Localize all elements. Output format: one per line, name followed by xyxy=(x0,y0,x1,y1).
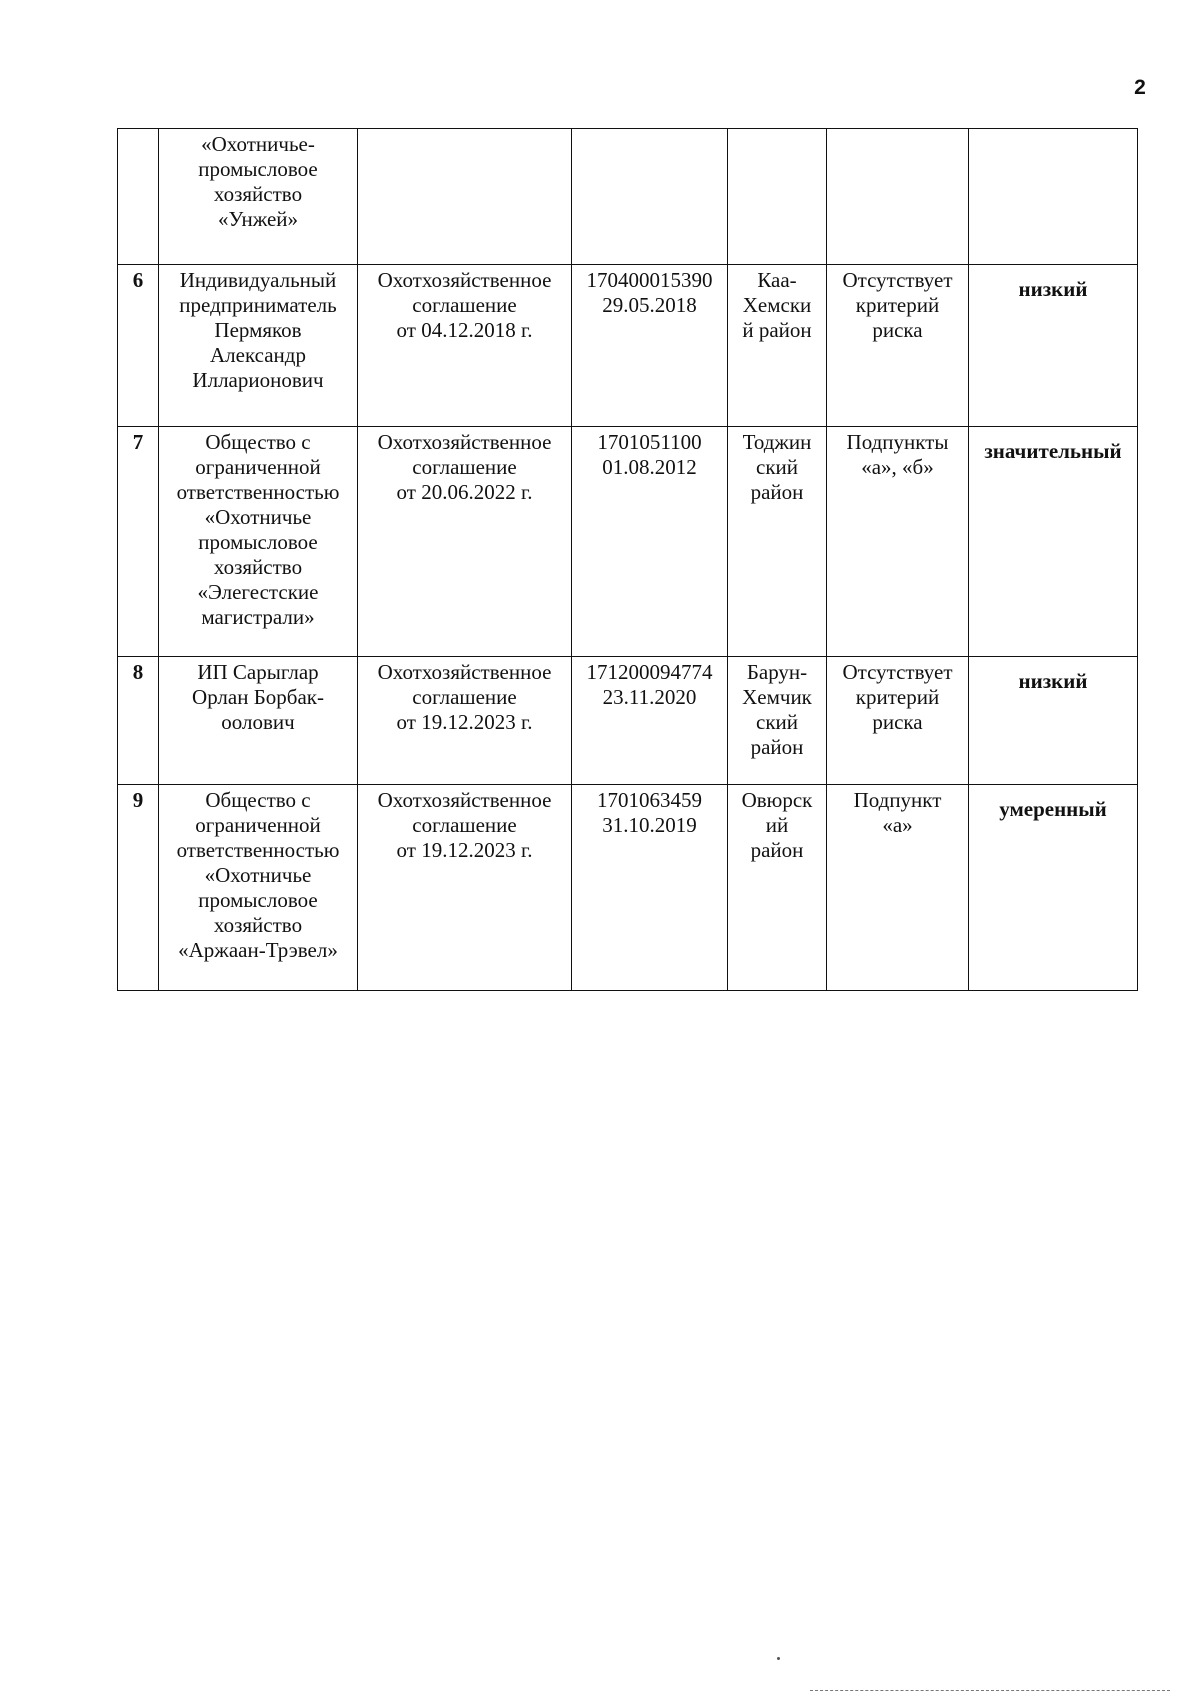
row-number-cell: 8 xyxy=(118,657,159,785)
scan-speck xyxy=(777,1657,780,1660)
agreement-cell: Охотхозяйственное соглашение от 20.06.2022 г. xyxy=(358,427,572,657)
agreement-cell xyxy=(358,129,572,265)
registration-cell: 171200094774 23.11.2020 xyxy=(572,657,728,785)
risk-category-cell: значительный xyxy=(969,427,1138,657)
district-cell xyxy=(728,129,827,265)
table-row xyxy=(118,785,1138,991)
risk-criteria-cell: Подпункты «а», «б» xyxy=(827,427,969,657)
organization-name-cell: Общество с ограниченной ответственностью «Охотничье промысловое хозяйство «Аржаан-Трэвел» xyxy=(159,785,358,991)
district-cell: Барун- Хемчик ский район xyxy=(728,657,827,785)
organization-name-cell: Индивидуальный предприниматель Пермяков Александр Илларионович xyxy=(159,265,358,427)
risk-category-cell: низкий xyxy=(969,657,1138,785)
registration-cell: 1701051100 01.08.2012 xyxy=(572,427,728,657)
risk-register-table xyxy=(117,128,1138,991)
district-cell: Тоджин ский район xyxy=(728,427,827,657)
risk-category-cell: умеренный xyxy=(969,785,1138,991)
district-cell: Овюрск ий район xyxy=(728,785,827,991)
district-cell: Каа- Хемски й район xyxy=(728,265,827,427)
risk-category-cell xyxy=(969,129,1138,265)
table-row xyxy=(118,427,1138,657)
registration-cell: 1701063459 31.10.2019 xyxy=(572,785,728,991)
row-number-cell: 6 xyxy=(118,265,159,427)
risk-criteria-cell: Отсутствует критерий риска xyxy=(827,657,969,785)
agreement-cell: Охотхозяйственное соглашение от 19.12.2023 г. xyxy=(358,785,572,991)
table-row xyxy=(118,265,1138,427)
page-number: 2 xyxy=(1134,76,1146,99)
registration-cell: 170400015390 29.05.2018 xyxy=(572,265,728,427)
organization-name-cell: «Охотничье- промысловое хозяйство «Унжей» xyxy=(159,129,358,265)
row-number-cell xyxy=(118,129,159,265)
risk-criteria-cell: Отсутствует критерий риска xyxy=(827,265,969,427)
organization-name-cell: ИП Сарыглар Орлан Борбак- оолович xyxy=(159,657,358,785)
risk-criteria-cell xyxy=(827,129,969,265)
agreement-cell: Охотхозяйственное соглашение от 04.12.2018 г. xyxy=(358,265,572,427)
row-number-cell: 9 xyxy=(118,785,159,991)
row-number-cell: 7 xyxy=(118,427,159,657)
table-row xyxy=(118,657,1138,785)
table-row xyxy=(118,129,1138,265)
agreement-cell: Охотхозяйственное соглашение от 19.12.2023 г. xyxy=(358,657,572,785)
footer-rule xyxy=(810,1690,1170,1691)
registration-cell xyxy=(572,129,728,265)
organization-name-cell: Общество с ограниченной ответственностью «Охотничье промысловое хозяйство «Элегестские магистрали» xyxy=(159,427,358,657)
risk-category-cell: низкий xyxy=(969,265,1138,427)
risk-criteria-cell: Подпункт «а» xyxy=(827,785,969,991)
